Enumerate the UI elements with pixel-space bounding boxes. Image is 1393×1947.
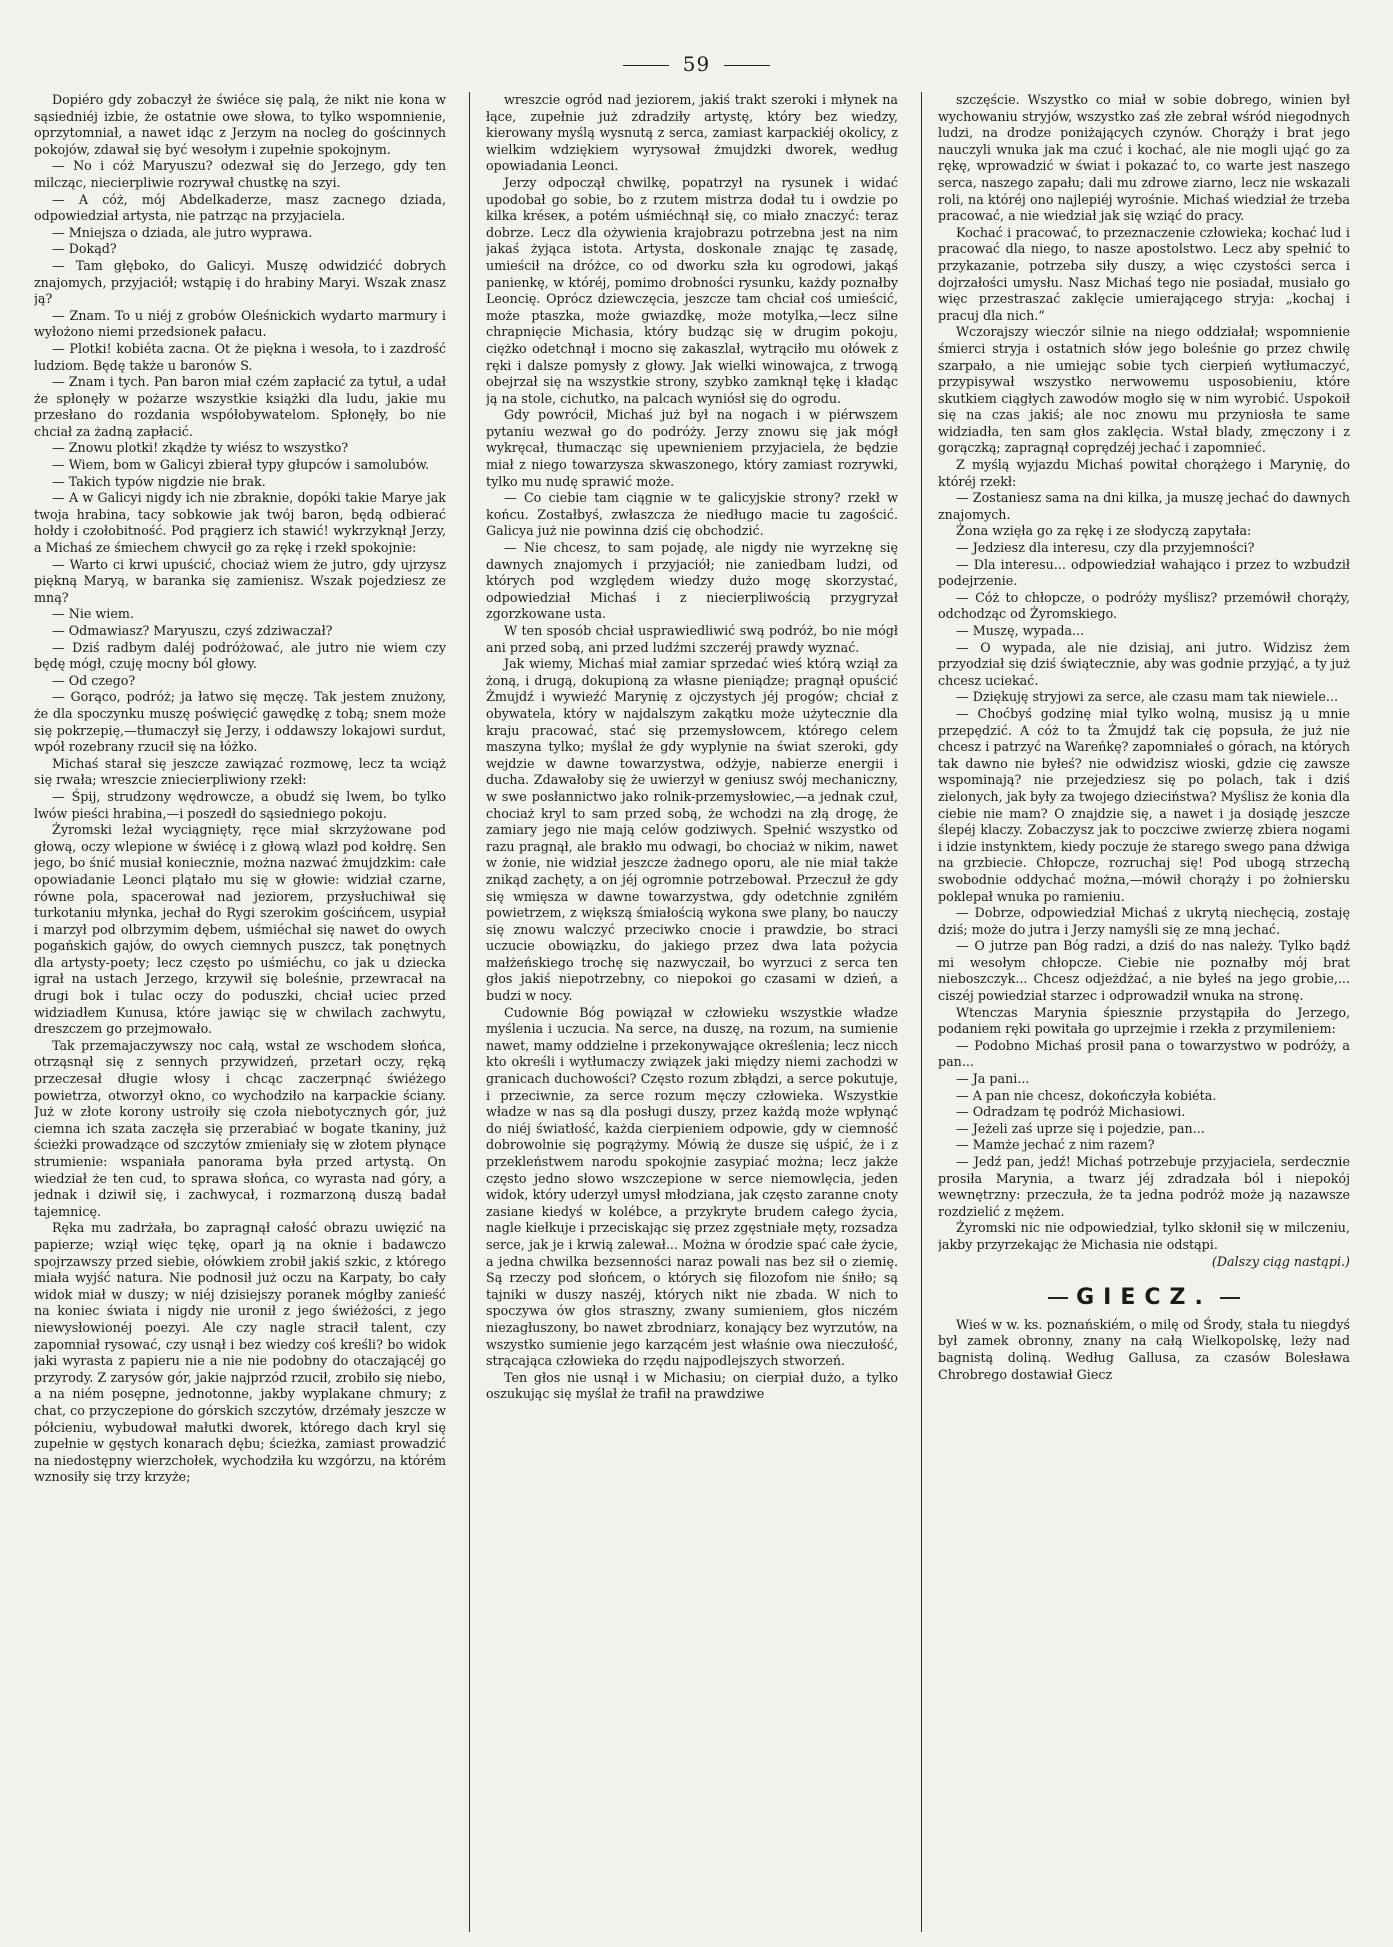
paragraph: Cudownie Bóg powiązał w człowieku wszystkie władze myślenia i uczucia. Na serce, na duszę, na rozum, na sumienie nawet, mamy oddzielne i przekonywające określenia; lecz nicch kto określi i wytłumaczy związek jaki między niemi zachodzi w granicach duchowości? Często rozum zbłądzi, a serce pokutuje, i przeciwnie, za serce rozum męczy człowieka. Wszystkie władze w nas są dla posługi duszy, przez każdą może wpłynąć do niéj światłość, każda cierpieniem odpowie, gdy w ciemność dobrowolnie się pogrążymy. Mówią że dusze się uśpić, że i z przekleństwem narodu spokojnie zasypiać można; lecz jakże często jedno słowo wszczepione w serce niemowlęcia, jeden widok, który uderzył umysł młodziana, jak często zaranne cnoty zasiane kiedyś w kolébce, a przykryte brudem całego życia, nagle kiełkuje i przeciskając się przez zgęstniałe męty, rozsadza serce, jak je i krwią zalewał... Można w órodzie spać całe życie, a jedna chwilka bezsenności naraz powali nas bez sił o ziemię. Są rzeczy pod słońcem, o których się filozofom nie śniło; są tajniki w duszy naszéj, których nikt nie zbada. W nich to spoczywa ów głos straszny, zwany sumieniem, głos niczém niezagłuszony, bo nawet zbrodniarz, konający bez wyrzutów, na wszystko sumienie jego karzącém jest właśnie owa nieczułość, strącająca człowieka do rzędu najpodlejszych stworzeń. xyxy=(486,1004,898,1369)
continuation-note: (Dalszy ciąg nastąpi.) xyxy=(1211,1253,1350,1269)
paragraph: — Dokąd? xyxy=(52,241,117,257)
paragraph: — O wypada, ale nie dzisiaj, ani jutro. Widzisz żem przyodział się dziś świątecznie, aby was godnie przyjąć, a ty już chcesz uciekać. xyxy=(938,639,1350,688)
paragraph: — Cóż to chłopcze, o podróży myślisz? przemówił chorąży, odchodząc od Żyromskiego. xyxy=(938,589,1350,622)
paragraph: — Nie chcesz, to sam pojadę, ale nigdy nie wyrzeknę się dawnych znajomych i przyjaciół; nie zaniedbam ludzi, od których pod względem wiedzy dużo mogę skorzystać, odpowiedział Michaś i z niecierpliwością przygryzał zgorzkowane usta. xyxy=(486,540,898,622)
paragraph: — Ja pani... xyxy=(956,1071,1030,1087)
section-paragraph: Wieś w w. ks. poznańskiém, o milę od Środy, stała tu niegdyś był zamek obronny, znany na całą Wielkopolskę, leży nad bagnistą doliną. Według Gallusa, za czasów Bolesława Chrobrego dostawiał Giecz xyxy=(938,1316,1350,1382)
section-heading xyxy=(938,1285,1350,1311)
paragraph: — Odradzam tę podróż Michasiowi. xyxy=(956,1104,1186,1120)
folio-dash-left xyxy=(623,65,669,66)
paragraph: — A w Galicyi nigdy ich nie zbraknie, dopóki takie Marye jak twoja hrabina, tacy sobkowie jak twój baron, będą odbierać hołdy i czołobitność. Pod prągierz ich stawić! wykrzyknął Jerzy, a Michaś ze śmiechem chwycił go za rękę i rzekł spokojnie: xyxy=(34,490,446,556)
paragraph: Żyromski nic nie odpowiedział, tylko skłonił się w milczeniu, jakby przyrzekając że Michasia nie odstąpi. xyxy=(938,1220,1350,1252)
text-column-1 xyxy=(34,92,446,1932)
paragraph: wreszcie ogród nad jeziorem, jakiś trakt szeroki i młynek na łące, zupełnie już zdradziły artystę, który bez wiedzy, kierowany myślą wysnutą z serca, zamiast karpackiéj okolicy, z wielkim wdziękiem wyrysował żmujdzki dworek, według opowiadania Leonci. xyxy=(486,92,898,174)
text-column-2 xyxy=(486,92,898,1932)
paragraph: — Znowu plotki! zkądże ty wiész to wszystko? xyxy=(52,440,349,456)
paragraph: Żyromski leżał wyciągnięty, ręce miał skrzyżowane pod głową, oczy wlepione w świécę i z głową wlazł pod kołdrę. Sen jego, bo śnić musiał koniecznie, można nazwać żmujdzkim: całe opowiadanie Leonci plątało mu się w głowie: widział czarne, równe pola, spacerował nad jeziorem, przysłuchiwał się turkotaniu młynka, jechał do Rygi szerokim gościńcem, usypiał i marzył pod olbrzymim dębem, uśmiéchał się nawet do owych pogańskich gajów, do owych ciemnych puszcz, tak ponętnych dla artysty-poety; lecz często po uśmiéchu, co jak u dziecka igrał na ustach Jerzego, krzywił się boleśnie, przewracał na drugi bok i tulac oczy do poduszki, chciał uciec przed widziadłem Kunusa, które jawiąc się w chwilach zachwytu, dreszczem go przejmowało. xyxy=(34,822,446,1037)
paragraph: — Takich typów nigdzie nie brak. xyxy=(52,473,266,489)
heading-ornament xyxy=(1048,1297,1068,1299)
paragraph: Michaś starał się jeszcze zawiązać rozmowę, lecz ta wciąż się rwała; wreszcie zniecierpliwiony rzekł: xyxy=(34,755,446,788)
paragraph: — Dla interesu... odpowiedział wahająco i przez to wzbudził podejrzenie. xyxy=(938,556,1350,589)
paragraph: — Jedziesz dla interesu, czy dla przyjemności? xyxy=(956,540,1255,556)
folio-dash-right xyxy=(724,65,770,66)
paragraph: W ten sposób chciał usprawiedliwić swą podróż, bo nie mógł ani przed sobą, ani przed ludźmi szczeréj prawdy wyznać. xyxy=(486,623,898,655)
paragraph: Gdy powrócił, Michaś już był na nogach i w piérwszem pytaniu wezwał go do podróży. Jerzy znowu się jak mógł wykręcał, tłumacząc się upewnieniem przyjaciela, że będzie miał z niego towarzysza skwaszonego, który zamiast rozrywki, tylko mu nudę sprawić może. xyxy=(486,407,898,489)
paragraph: — Odmawiasz? Maryuszu, czyś zdziwaczał? xyxy=(52,623,333,638)
paragraph: — Muszę, wypada... xyxy=(956,623,1085,638)
paragraph: Jak wiemy, Michaś miał zamiar sprzedać wieś którą wziął za żoną, i drugą, dokupioną za własne pieniądze; pragnął opuścić Żmujdź i wywieźć Marynię z ojczystych jéj progów; chciał z obywatela, który w najdalszym zakątku może użytecznie dla kraju pracować, stać się przemysłowcem, którego celem maszyna tylko; myślał że gdy wyplynie na świat szeroki, gdy wejdzie w dawne towarzystwa, odżyje, nabierze energii i ducha. Zdawałoby się że uwierzył w geniusz swój mechaniczny, w swe posłannictwo jako rolnik-przemysłowiec,—a jednak czuł, chociaż kryl to sam przed sobą, że wchodzi na złą drogę, że zamiary jego nie mają celów godziwych. Spełnić wszystko od razu pragnął, ale brakło mu odwagi, bo chociaż w nikim, nawet w żonie, nie widział jeszcze żadnego oporu, ale nie miał także znikąd zachęty, a on jéj ogromnie potrzebował. Przeczuł że gdy się wmięsza w dawne towarzystwa, gdy odetchnie zgniłém powietrzem, z większą śmiałością wykona swe plany, bo nauczy się znowu walczyć przeciwko cnocie i prawdzie, bo straci uczucie obowiązku, do jakiego przez dwa lata pożycia małżeńskiego trochę się nazwyczaił, bo wyrzuci z serca ten głos jakiś niepotrzebny, co niepokoi go czasami w dzień, a budzi w nocy. xyxy=(486,656,898,1004)
paragraph: Ten głos nie usnął i w Michasiu; on cierpiał dużo, a tylko oszukując się myślał że trafił na prawdziwe xyxy=(486,1369,898,1402)
paragraph: Dopiéro gdy zobaczył że świéce się palą, że nikt nie kona w sąsiedniéj izbie, że ostatnie owe słowa, to tylko wspomnienie, oprzytomniał, a nawet idąc z Jerzym na nocleg do gościnnych pokojów, zdawał się być wesołym i zupełnie spokojnym. xyxy=(34,92,446,157)
column-divider xyxy=(469,92,470,1932)
paragraph: — No i cóż Maryuszu? odezwał się do Jerzego, gdy ten milcząc, niecierpliwie rozrywał chustkę na szyi. xyxy=(34,158,446,190)
paragraph: — Jedź pan, jedź! Michaś potrzebuje przyjaciela, serdecznie prosiła Marynia, a twarz jéj zdradzała ból i niepokój wewnętrzny: przeczuła, że ta jedna podróż może ją nazawsze rozdzielić z mężem. xyxy=(938,1154,1350,1219)
paragraph: — Mamże jechać z nim razem? xyxy=(956,1137,1155,1153)
paragraph: Z myślą wyjazdu Michaś powitał chorążego i Marynię, do któréj rzekł: xyxy=(938,457,1350,489)
paragraph: Żona wzięła go za rękę i ze słodyczą zapytała: xyxy=(956,523,1252,539)
paragraph: — A pan nie chcesz, dokończyła kobiéta. xyxy=(956,1087,1217,1103)
paragraph: szczęście. Wszystko co miał w sobie dobrego, winien był wychowaniu stryjów, wszystko zaś złe zebrał wśród niegodnych ludzi, na drodze poniżających czynów. Chorąży i brat jego nauczyli wnuka jak ma czuć i kochać, ale nie mogli ująć go za rękę, wprowadzić w świat i pokazać to, co warte jest naszego serca, naszego zapału; dali mu zdrowe ziarno, lecz nie wskazali roli, na któréj ono najlepiéj wyrośnie. Michaś wiedział że trzeba pracować, a nie wiedział jak się wziąć do pracy. xyxy=(938,92,1350,224)
paragraph: — Śpij, strudzony wędrowcze, a obudź się lwem, bo tylko lwów pieści hrabina,—i poszedł do sąsiedniego pokoju. xyxy=(34,788,446,821)
paragraph: — Znam. To u niéj z grobów Oleśnickich wydarto marmury i wyłożono niemi przedsionek pałacu. xyxy=(34,307,446,340)
paragraph: — Od czego? xyxy=(52,672,136,688)
paragraph: Tak przemajaczywszy noc całą, wstał ze wschodem słońca, otrząsnął się z sennych przywidzeń, przetarł oczy, ręką przeczesał długie włosy i chcąc zaczerpnąć świéżego powietrza, otworzył okno, co wychodziło na karpackie ściany. Już w złote korony ustroiły się czoła niebotycznych gór, już ciemna ich szata zaczęła się przerabiać w bogate tkaniny, już ścieżki prowadzące od szczytów zmieniały się w złotem płynące strumienie: wspaniała panorama była przed artystą. On wiedział że ten cud, to sprawa słońca, co wyrasta nad góry, a jednak i dziwił się, i zachwycał, i rozmarzoną duszą badał tajemnicę. xyxy=(34,1037,446,1219)
text-column-3 xyxy=(938,92,1350,1932)
paragraph: — Choćbyś godzinę miał tylko wolną, musisz ją u mnie przepędzić. A cóż to ta Żmujdź tak cię popsuła, że już nie chcesz i patrzyć na Wareńkę? zapomniałeś o górach, na których tak dawno nie byłeś? nie odwidzisz wioski, gdzie cię zawsze wspominają? nie przejedziesz się po polach, tak i dziś zielonych, jak były za twojego dzieciństwa? Myślisz że konia dla ciebie nie mam? O znajdzie się, a nawet i ja dosiądę jeszcze ślepéj klaczy. Zobaczysz jak to poczciwe zwierzę zbiera nogami i idzie instynktem, kiedy poczuje że starego swego pana dźwiga na grzbiecie. Chłopcze, rozruchaj się! Pod ubogą strzechą swobodnie oddychać można,—mówił chorąży i po żołniersku poklepał wnuka po ramieniu. xyxy=(938,705,1350,904)
page-number-text: 59 xyxy=(682,52,711,76)
paragraph: — Gorąco, podróż; ja łatwo się męczę. Tak jestem znużony, że dla spoczynku muszę poświęcić gawędkę z tobą; snem może się pokrzepię,—tłumaczył się Jerzy, i oddawszy lokajowi surdut, wpół rozebrany rzucił się na łóżko. xyxy=(34,689,446,755)
paragraph: Wczorajszy wieczór silnie na niego oddziałał; wspomnienie śmierci stryja i ostatnich słów jego boleśnie go przez chwilę szarpało, a nie umiejąc sobie tych cierpień wytłumaczyć, przypisywał wszystko nerwowemu usposobieniu, które skutkiem ciągłych zawodów mogło się w nim wyrobić. Uspokoił się na czas jakiś; ale noc znowu mu przyniosła te same widziadła, ten sam głos zaklęcia. Wstał blady, zmęczony i z gorączką; zapragnął coprędzéj jechać i zapomnieć. xyxy=(938,324,1350,456)
page-number xyxy=(0,52,1393,76)
paragraph: — O jutrze pan Bóg radzi, a dziś do nas należy. Tylko bądź mi wesołym chłopcze. Ciebie nie poznałby mój brat nieboszczyk... Chcesz odjeżdżać, a nie byłeś na jego grobie,... ciszéj powiedział starzec i odprowadził wnuka na stronę. xyxy=(938,938,1350,1004)
paragraph: — A cóż, mój Abdelkaderze, masz zacnego dziada, odpowiedział artysta, nie patrząc na przyjaciela. xyxy=(34,191,446,224)
paragraph: — Zostaniesz sama na dni kilka, ja muszę jechać do dawnych znajomych. xyxy=(938,490,1350,522)
paragraph: Kochać i pracować, to przeznaczenie człowieka; kochać lud i pracować dla niego, to nasze apostolstwo. Lecz aby spełnić to przykazanie, potrzeba siły duszy, a więc czystości serca i dojrzałości umysłu. Nasz Michaś tego nie posiadał, musiało go więc przestraszać zaklęcie umierającego stryja: „kochaj i pracuj dla nich.“ xyxy=(938,224,1350,323)
paragraph: Wtenczas Marynia śpiesznie przystąpiła do Jerzego, podaniem ręki powitała go uprzejmie i rzekła z przymileniem: xyxy=(938,1004,1350,1037)
paragraph: — Podobno Michaś prosił pana o towarzystwo w podróży, a pan... xyxy=(938,1037,1350,1070)
heading-ornament xyxy=(1220,1297,1240,1299)
section-heading-text: GIECZ. xyxy=(1076,1285,1212,1311)
paragraph: — Warto ci krwi upuścić, chociaż wiem że jutro, gdy ujrzysz piękną Maryą, w baranka się zamienisz. Wszak pojedziesz ze mną? xyxy=(34,556,446,605)
paragraph: — Wiem, bom w Galicyi zbierał typy głupców i samolubów. xyxy=(52,457,430,473)
paragraph: — Tam głęboko, do Galicyi. Muszę odwidzićć dobrych znajomych, przyjaciół; wstąpię i do hrabiny Maryi. Wszak znasz ją? xyxy=(34,257,446,307)
paragraph: — Dobrze, odpowiedział Michaś z ukrytą niechęcią, zostaję dziś; może do jutra i Jerzy namyśli się ze mną jechać. xyxy=(938,905,1350,937)
paragraph: — Dziękuję stryjowi za serce, ale czasu mam tak niewiele... xyxy=(956,689,1338,705)
paragraph: — Dziś radbym daléj podróżować, ale jutro nie wiem czy będę mógł, czuję mocny ból głowy. xyxy=(34,639,446,672)
paragraph: — Co ciebie tam ciągnie w te galicyjskie strony? rzekł w końcu. Zostałbyś, zwłaszcza że niedługo macie tu zagościć. Galicya już nie powinna dziś cię obchodzić. xyxy=(486,490,898,539)
column-divider xyxy=(921,92,922,1932)
paragraph: Ręka mu zadrżała, bo zapragnął całość obrazu uwięzić na papierze; wziął więc tękę, oparł ją na oknie i badawczo spojrzawszy przed siebie, ołówkiem zrobił jakiś szkic, z którego miała wyjść natura. Nie podnosił już oczu na Karpaty, bo cały widok miał w duszy; w niéj dzisiejszy poranek mógłby zanieść na koniec świata i nigdy nie uronił z jego świéżości, z jego niewysłowionéj poezyi. Ale czy nagle stracił talent, czy zapomniał rysować, czy usnął i bez wiedzy coś kreśli? bo widok jaki wyrasta z papieru nie a nie nie podobny do otaczającéj go przyrody. Z zarysów gór, jakie najprzód rzucił, zrobiło się niebo, a na niém posępne, jednotonne, jakby wyplakane chmury; z chat, co przyczepione do górskich szczytów, drzémały jeszcze w półcieniu, wybudował małutki dworek, którego dach kryl się zupełnie w gęstych konarach dębu; ścieżka, zamiast prowadzić na niedostępny wierzchołek, wychodziła ku wzgórzu, na którém wznosiły się trzy krzyże; xyxy=(34,1220,446,1485)
paragraph: — Jeżeli zaś uprze się i pojedzie, pan... xyxy=(956,1120,1205,1136)
paragraph: — Plotki! kobiéta zacna. Ot że piękna i wesoła, to i zazdrość ludziom. Będę także u baronów S. xyxy=(34,340,446,373)
paragraph: — Znam i tych. Pan baron miał czém zapłacić za tytuł, a udał że spłonęły w pożarze wszystkie książki dla ludu, jakie mu przesłano do rozdania współobywatelom. Spłonęły, bo nie chciał za żadną zapłacić. xyxy=(34,374,446,439)
paragraph: Jerzy odpoczął chwilkę, popatrzył na rysunek i widać upodobał go sobie, bo z rzutem mistrza dodał tu i owdzie po kilka kréseк, a potém uśmiéchnął się, co miało znaczyć: teraz dobrze. Lecz dla ożywienia krajobrazu potrzebna jest na nim jakaś żyjąca istota. Artysta, doskonale znając tę zasadę, umieścił na dróżce, co od dworku szła ku ogrodowi, jakąś panienkę, w któréj, pomimo drobności rysunku, każdy poznałby Leoncię. Oprócz dziewczęcia, jeszcze tam chciał coś umieścić, może ptaszka, może gwiazdkę, może motylka,—lecz silne chrapnięcie Michasia, który budząc się w drugim pokoju, ciężko odetchnął i mocno się zakaszlał, wytrąciło mu ołówek z ręki i dalsze pomysły z głowy. Jak wielki winowajca, z trwogą obejrzał się na wszystkie strony, szybko zamknął tękę i kładąc ją na stole, cichutko, na palcach wyniósł się do ogrodu. xyxy=(486,174,898,406)
paragraph: — Nie wiem. xyxy=(52,606,134,622)
paragraph: — Mniejsza o dziada, ale jutro wyprawa. xyxy=(52,224,313,240)
